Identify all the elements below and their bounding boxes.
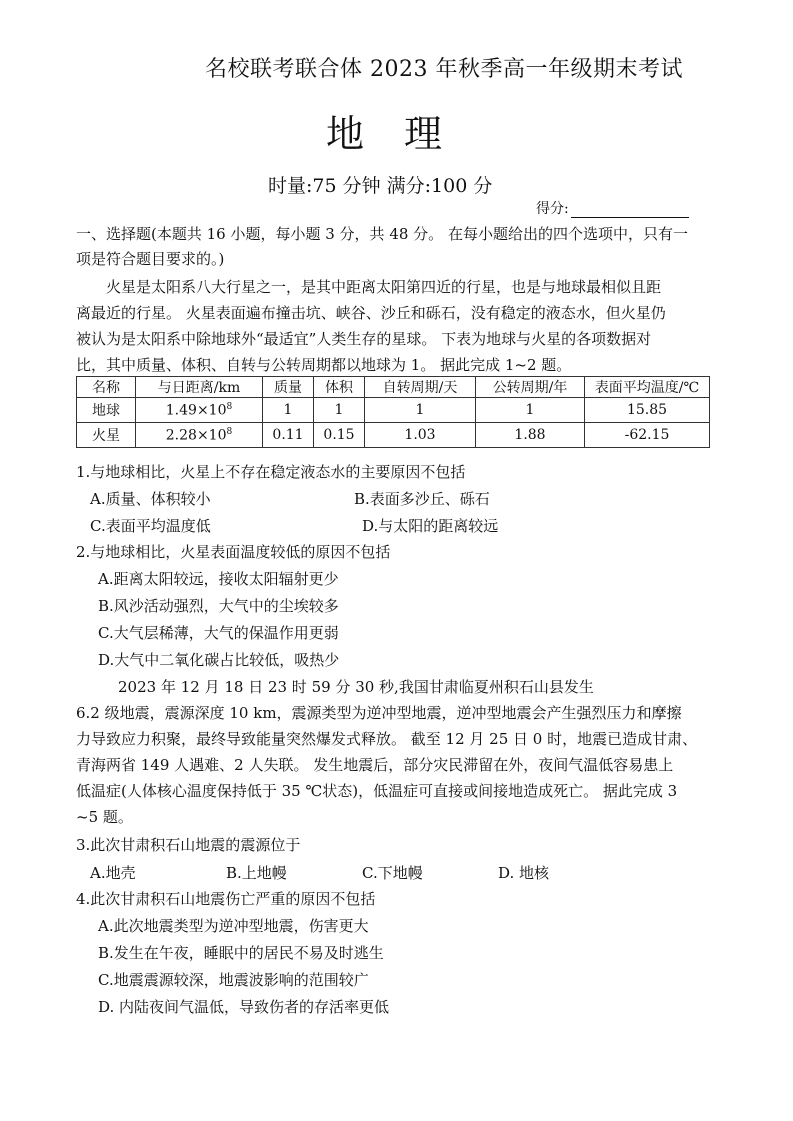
table-cell-distance: $1.49\times 10^8$ [136, 398, 263, 423]
table-row [77, 423, 710, 448]
table-cell-temperature: 15.85 [585, 398, 710, 423]
score-label: 得分: [536, 201, 569, 217]
question-2-option-c[interactable]: C.大气层稀薄，大气的保温作用更弱 [98, 624, 339, 642]
question-3-option-c[interactable]: C.下地幔 [362, 864, 423, 882]
passage2-line6: ~5 题。 [76, 808, 133, 826]
question-3-option-a[interactable]: A.地壳 [90, 864, 136, 882]
question-2-option-d[interactable]: D.大气中二氧化碳占比较低，吸热少 [98, 651, 340, 669]
passage1-line2: 离最近的行星。 火星表面遍布撞击坑、峡谷、沙丘和砾石，没有稳定的液态水，但火星仍 [76, 304, 666, 322]
question-4-option-d[interactable]: D. 内陆夜间气温低，导致伤者的存活率更低 [98, 998, 390, 1016]
table-cell-volume: 1 [314, 398, 365, 423]
question-2-stem: 2.与地球相比，火星表面温度较低的原因不包括 [76, 543, 391, 561]
section-heading-line1: 一、选择题(本题共 16 小题，每小题 3 分，共 48 分。 在每小题给出的四个选项中，只有一 [76, 225, 688, 243]
table-cell-volume: 0.15 [314, 423, 365, 448]
exam-duration-score: 时量:75 分钟 满分:100 分 [268, 175, 493, 197]
passage2-line3: 力导致应力积聚，最终导致能量突然爆发式释放。 截至 12 月 25 日 0 时，地震已造成甘肃、 [76, 730, 698, 748]
table-row [77, 398, 710, 423]
question-3-option-d[interactable]: D. 地核 [498, 864, 550, 882]
passage2-line1: 2023 年 12 月 18 日 23 时 59 分 30 秒,我国甘肃临夏州积石山县发生 [118, 678, 594, 696]
question-1-stem: 1.与地球相比，火星上不存在稳定液态水的主要原因不包括 [76, 463, 466, 481]
question-1-option-b[interactable]: B.表面多沙丘、砾石 [354, 490, 490, 508]
table-header-cell: 公转周期/年 [476, 377, 585, 398]
table-header-row [77, 377, 710, 398]
passage1-line1: 火星是太阳系八大行星之一，是其中距离太阳第四近的行星，也是与地球最相似且距 [106, 278, 662, 296]
table-header-cell: 质量 [263, 377, 314, 398]
passage2-line5: 低温症(人体核心温度保持低于 35 ℃状态)，低温症可直接或间接地造成死亡。 据此完成 3 [76, 782, 678, 800]
score-blank[interactable] [571, 203, 689, 218]
table-header-cell: 表面平均温度/℃ [585, 377, 710, 398]
table-cell-distance: $2.28\times 10^8$ [136, 423, 263, 448]
question-2-option-a[interactable]: A.距离太阳较远，接收太阳辐射更少 [98, 570, 339, 588]
question-1-option-c[interactable]: C.表面平均温度低 [90, 517, 211, 535]
table-cell-revolution: 1 [476, 398, 585, 423]
table-cell-name: 火星 [77, 423, 136, 448]
passage1-line4: 比，其中质量、体积、自转与公转周期都以地球为 1。 据此完成 1~2 题。 [76, 356, 572, 374]
question-2-option-b[interactable]: B.风沙活动强烈，大气中的尘埃较多 [98, 597, 339, 615]
table-cell-mass: 1 [263, 398, 314, 423]
passage1-line3: 被认为是太阳系中除地球外“最适宜”人类生存的星球。 下表为地球与火星的各项数据对 [76, 330, 652, 348]
question-4-option-c[interactable]: C.地震震源较深，地震波影响的范围较广 [98, 971, 369, 989]
table-cell-mass: 0.11 [263, 423, 314, 448]
table-cell-rotation: 1.03 [365, 423, 476, 448]
table-cell-temperature: -62.15 [585, 423, 710, 448]
question-1-option-d[interactable]: D.与太阳的距离较远 [362, 517, 499, 535]
table-cell-rotation: 1 [365, 398, 476, 423]
planet-data-table [76, 376, 710, 448]
question-1-option-a[interactable]: A.质量、体积较小 [90, 490, 211, 508]
score-field [536, 198, 689, 218]
passage2-line4: 青海两省 149 人遇难、2 人失联。 发生地震后，部分灾民滞留在外，夜间气温低容易患上 [76, 756, 674, 774]
table-cell-revolution: 1.88 [476, 423, 585, 448]
table-header-cell: 名称 [77, 377, 136, 398]
table-header-cell: 体积 [314, 377, 365, 398]
table-header-cell: 自转周期/天 [365, 377, 476, 398]
table-header-cell: 与日距离/km [136, 377, 263, 398]
subject-title: 地理 [326, 112, 483, 156]
section-heading-line2: 项是符合题目要求的。) [76, 250, 225, 268]
question-3-option-b[interactable]: B.上地幔 [226, 864, 287, 882]
question-4-option-b[interactable]: B.发生在午夜，睡眠中的居民不易及时逃生 [98, 944, 384, 962]
passage2-line2: 6.2 级地震，震源深度 10 km，震源类型为逆冲型地震，逆冲型地震会产生强烈压力和摩擦 [76, 704, 682, 722]
table-cell-name: 地球 [77, 398, 136, 423]
question-4-option-a[interactable]: A.此次地震类型为逆冲型地震，伤害更大 [98, 917, 369, 935]
question-4-stem: 4.此次甘肃积石山地震伤亡严重的原因不包括 [76, 890, 376, 908]
exam-title: 名校联考联合体 2023 年秋季高一年级期末考试 [205, 57, 683, 82]
question-3-stem: 3.此次甘肃积石山地震的震源位于 [76, 836, 301, 854]
